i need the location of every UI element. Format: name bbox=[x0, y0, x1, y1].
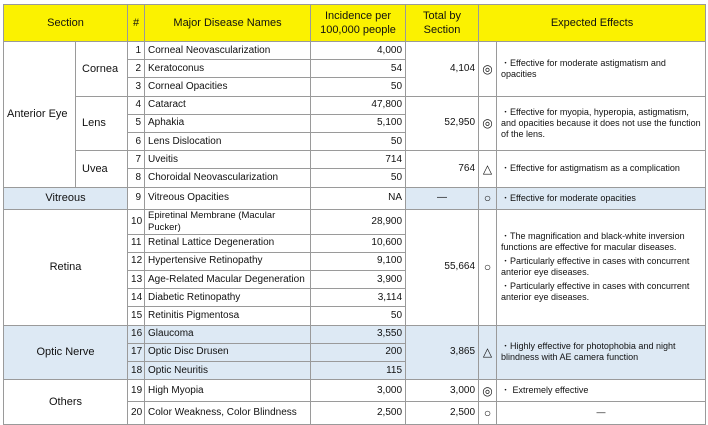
total-cornea: 4,104 bbox=[406, 42, 479, 97]
total-lens: 52,950 bbox=[406, 96, 479, 151]
incidence-value: 50 bbox=[311, 132, 406, 150]
rating-circle-icon: ○ bbox=[479, 209, 497, 325]
row-num: 13 bbox=[128, 271, 145, 289]
row-num: 1 bbox=[128, 42, 145, 60]
effects-high-myopia: ・ Extremely effective bbox=[497, 380, 706, 402]
row-num: 20 bbox=[128, 402, 145, 424]
disease-name: Cataract bbox=[145, 96, 311, 114]
disease-name: Vitreous Opacities bbox=[145, 187, 311, 209]
disease-name: Hypertensive Retinopathy bbox=[145, 252, 311, 270]
disease-name: Age-Related Macular Degeneration bbox=[145, 271, 311, 289]
row-num: 11 bbox=[128, 234, 145, 252]
section-others: Others bbox=[4, 380, 128, 424]
header-disease: Major Disease Names bbox=[145, 5, 311, 42]
section-optic-nerve: Optic Nerve bbox=[4, 325, 128, 380]
header-num: # bbox=[128, 5, 145, 42]
row-num: 9 bbox=[128, 187, 145, 209]
incidence-value: 200 bbox=[311, 343, 406, 361]
disease-name: Retinal Lattice Degeneration bbox=[145, 234, 311, 252]
row-num: 10 bbox=[128, 209, 145, 234]
effects-vitreous: ・Effective for moderate opacities bbox=[497, 187, 706, 209]
effects-optic-nerve: ・Highly effective for photophobia and night blindness with AE camera function bbox=[497, 325, 706, 380]
effects-cornea: ・Effective for moderate astigmatism and opacities bbox=[497, 42, 706, 97]
incidence-value: 54 bbox=[311, 60, 406, 78]
incidence-value: 47,800 bbox=[311, 96, 406, 114]
row-num: 18 bbox=[128, 362, 145, 380]
row-num: 19 bbox=[128, 380, 145, 402]
effects-lens: ・Effective for myopia, hyperopia, astigmatism, and opacities because it does not use the function of the lens. bbox=[497, 96, 706, 151]
incidence-value: NA bbox=[311, 187, 406, 209]
rating-circle-icon: ○ bbox=[479, 402, 497, 424]
row-num: 4 bbox=[128, 96, 145, 114]
rating-circle-icon: ○ bbox=[479, 187, 497, 209]
incidence-value: 4,000 bbox=[311, 42, 406, 60]
rating-triangle-icon: △ bbox=[479, 151, 497, 187]
disease-name: Aphakia bbox=[145, 114, 311, 132]
disease-name: Optic Neuritis bbox=[145, 362, 311, 380]
incidence-value: 5,100 bbox=[311, 114, 406, 132]
subsection-cornea: Cornea bbox=[76, 42, 128, 97]
incidence-value: 50 bbox=[311, 307, 406, 325]
section-anterior-eye: Anterior Eye bbox=[4, 42, 76, 188]
disease-name: High Myopia bbox=[145, 380, 311, 402]
header-effects: Expected Effects bbox=[479, 5, 706, 42]
incidence-value: 10,600 bbox=[311, 234, 406, 252]
disease-name: Color Weakness, Color Blindness bbox=[145, 402, 311, 424]
rating-triangle-icon: △ bbox=[479, 325, 497, 380]
row-num: 15 bbox=[128, 307, 145, 325]
row-num: 17 bbox=[128, 343, 145, 361]
effects-uvea: ・Effective for astigmatism as a complication bbox=[497, 151, 706, 187]
incidence-value: 28,900 bbox=[311, 209, 406, 234]
header-incidence: Incidence per 100,000 people bbox=[311, 5, 406, 42]
incidence-value: 3,114 bbox=[311, 289, 406, 307]
incidence-value: 714 bbox=[311, 151, 406, 169]
section-retina: Retina bbox=[4, 209, 128, 325]
disease-name: Corneal Opacities bbox=[145, 78, 311, 96]
disease-table bbox=[3, 4, 706, 425]
incidence-value: 2,500 bbox=[311, 402, 406, 424]
section-vitreous: Vitreous bbox=[4, 187, 128, 209]
row-num: 14 bbox=[128, 289, 145, 307]
total-vitreous: — bbox=[406, 187, 479, 209]
row-num: 7 bbox=[128, 151, 145, 169]
incidence-value: 50 bbox=[311, 169, 406, 187]
total-optic-nerve: 3,865 bbox=[406, 325, 479, 380]
disease-name: Diabetic Retinopathy bbox=[145, 289, 311, 307]
row-num: 16 bbox=[128, 325, 145, 343]
incidence-value: 3,900 bbox=[311, 271, 406, 289]
row-num: 2 bbox=[128, 60, 145, 78]
subsection-uvea: Uvea bbox=[76, 151, 128, 187]
header-section: Section bbox=[4, 5, 128, 42]
row-num: 8 bbox=[128, 169, 145, 187]
rating-double-circle-icon: ◎ bbox=[479, 380, 497, 402]
effects-color-weakness: — bbox=[497, 402, 706, 424]
disease-name: Optic Disc Drusen bbox=[145, 343, 311, 361]
incidence-value: 9,100 bbox=[311, 252, 406, 270]
disease-name: Lens Dislocation bbox=[145, 132, 311, 150]
disease-name: Retinitis Pigmentosa bbox=[145, 307, 311, 325]
incidence-value: 3,000 bbox=[311, 380, 406, 402]
effects-retina: ・The magnification and black-white inversion functions are effective for macular diseases. ・Particularly effective in cases with concurrent anterior eye diseases. ・Particularly effective in cases with concurrent anterior eye diseases. bbox=[497, 209, 706, 325]
rating-double-circle-icon: ◎ bbox=[479, 96, 497, 151]
disease-name: Keratoconus bbox=[145, 60, 311, 78]
row-num: 5 bbox=[128, 114, 145, 132]
row-num: 6 bbox=[128, 132, 145, 150]
disease-name: Glaucoma bbox=[145, 325, 311, 343]
total-high-myopia: 3,000 bbox=[406, 380, 479, 402]
total-uvea: 764 bbox=[406, 151, 479, 187]
rating-double-circle-icon: ◎ bbox=[479, 42, 497, 97]
incidence-value: 3,550 bbox=[311, 325, 406, 343]
disease-name: Corneal Neovascularization bbox=[145, 42, 311, 60]
incidence-value: 50 bbox=[311, 78, 406, 96]
incidence-value: 115 bbox=[311, 362, 406, 380]
total-retina: 55,664 bbox=[406, 209, 479, 325]
total-color-weakness: 2,500 bbox=[406, 402, 479, 424]
header-total: Total by Section bbox=[406, 5, 479, 42]
row-num: 12 bbox=[128, 252, 145, 270]
subsection-lens: Lens bbox=[76, 96, 128, 151]
disease-name: Uveitis bbox=[145, 151, 311, 169]
row-num: 3 bbox=[128, 78, 145, 96]
disease-name: Epiretinal Membrane (Macular Pucker) bbox=[145, 209, 311, 234]
disease-name: Choroidal Neovascularization bbox=[145, 169, 311, 187]
